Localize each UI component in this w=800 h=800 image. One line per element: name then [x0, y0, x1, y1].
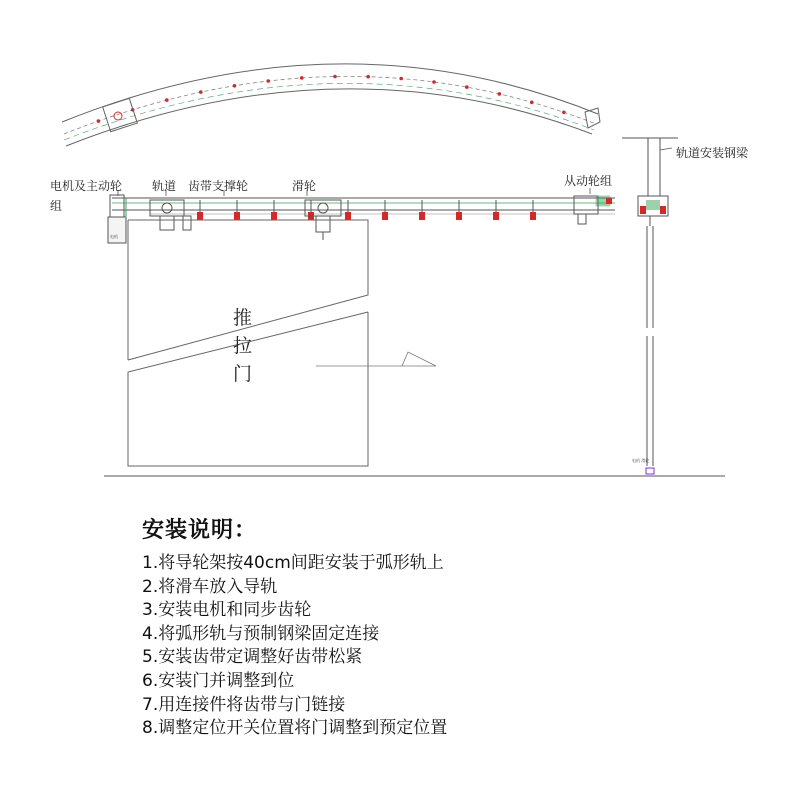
instructions-title: 安装说明： — [142, 518, 258, 543]
instructions-list — [142, 552, 762, 741]
beam-leader — [660, 148, 672, 150]
driven-wheel-bolt — [578, 214, 586, 224]
belt-support-bracket — [160, 216, 174, 230]
floor-guide — [646, 468, 654, 474]
instruction-step-2: 2.将滑车放入导轨 — [142, 576, 278, 597]
direction-arrow — [402, 352, 436, 366]
track-roller — [345, 212, 351, 220]
belt-support-wheel — [162, 203, 172, 213]
motor-box — [108, 217, 126, 243]
label-track: 轨道 — [152, 179, 177, 193]
front-view-track — [108, 188, 615, 243]
instruction-step-4: 4.将弧形轨与预制钢梁固定连接 — [142, 623, 380, 644]
instruction-step-8: 8.调整定位开关位置将门调整到预定位置 — [142, 718, 448, 739]
track-roller — [530, 212, 536, 220]
arc-roller — [366, 75, 370, 79]
installation-instructions — [142, 516, 762, 741]
arc-roller — [266, 79, 270, 83]
label-motor: 电机及主动轮 — [50, 179, 123, 193]
arc-roller — [465, 85, 469, 89]
door-label-char-3: 门 — [233, 363, 253, 385]
arc-motor-wheel — [114, 112, 122, 120]
side-green-block — [646, 200, 660, 210]
label-steel-beam: 轨道安装钢梁 — [676, 146, 749, 160]
door-label-char-2: 拉 — [233, 335, 253, 357]
instruction-step-7: 7.用连接件将齿带与门链接 — [142, 694, 346, 715]
arc-roller — [300, 76, 304, 80]
instruction-step-6: 6.安装门并调整到位 — [142, 670, 295, 691]
label-driven-wheel: 从动轮组 — [564, 174, 613, 188]
instruction-step-3: 3.安装电机和同步齿轮 — [142, 600, 312, 621]
label-pulley: 滑轮 — [292, 179, 317, 193]
instruction-step-5: 5.安装齿带定调整好齿带松紧 — [142, 647, 363, 668]
track-roller — [456, 212, 462, 220]
side-roller-left — [640, 206, 646, 214]
label-motor-cont: 组 — [50, 199, 63, 213]
track-roller — [234, 212, 240, 220]
arc-rollers — [97, 75, 566, 123]
track-roller — [382, 212, 388, 220]
arc-roller — [530, 101, 534, 105]
small-tag: 电机 滑轮 — [632, 458, 650, 463]
belt-support-bolt — [183, 216, 191, 230]
arc-roller — [165, 98, 169, 102]
arc-green — [64, 83, 594, 140]
curved-track-top-view — [62, 64, 600, 146]
track-roller — [271, 212, 277, 220]
driven-wheel-frame — [574, 196, 598, 214]
pulley-wheel — [318, 203, 328, 213]
track-roller — [197, 212, 203, 220]
arc-roller — [199, 90, 203, 94]
arc-roller — [333, 75, 337, 79]
arc-roller — [498, 92, 502, 96]
belt-support-frame — [150, 200, 184, 216]
arc-roller — [399, 77, 403, 81]
arc-roller — [97, 119, 101, 123]
motor-box-tag: 电机 — [110, 234, 118, 239]
side-view-section — [622, 138, 678, 474]
pulley-hanger — [316, 216, 330, 232]
arc-roller — [562, 111, 566, 115]
label-belt-wheel: 齿带支撑轮 — [188, 179, 249, 193]
door-label-char-1: 推 — [233, 307, 253, 329]
side-roller-right — [660, 206, 666, 214]
arc-roller — [432, 80, 436, 84]
track-roller — [493, 212, 499, 220]
driven-wheel-red — [606, 198, 612, 204]
arc-roller — [233, 84, 237, 88]
instruction-step-1: 1.将导轮架按40cm间距安装于弧形轨上 — [142, 553, 444, 573]
arc-end-cap — [585, 108, 600, 128]
track-roller — [419, 212, 425, 220]
sliding-door — [128, 220, 436, 466]
